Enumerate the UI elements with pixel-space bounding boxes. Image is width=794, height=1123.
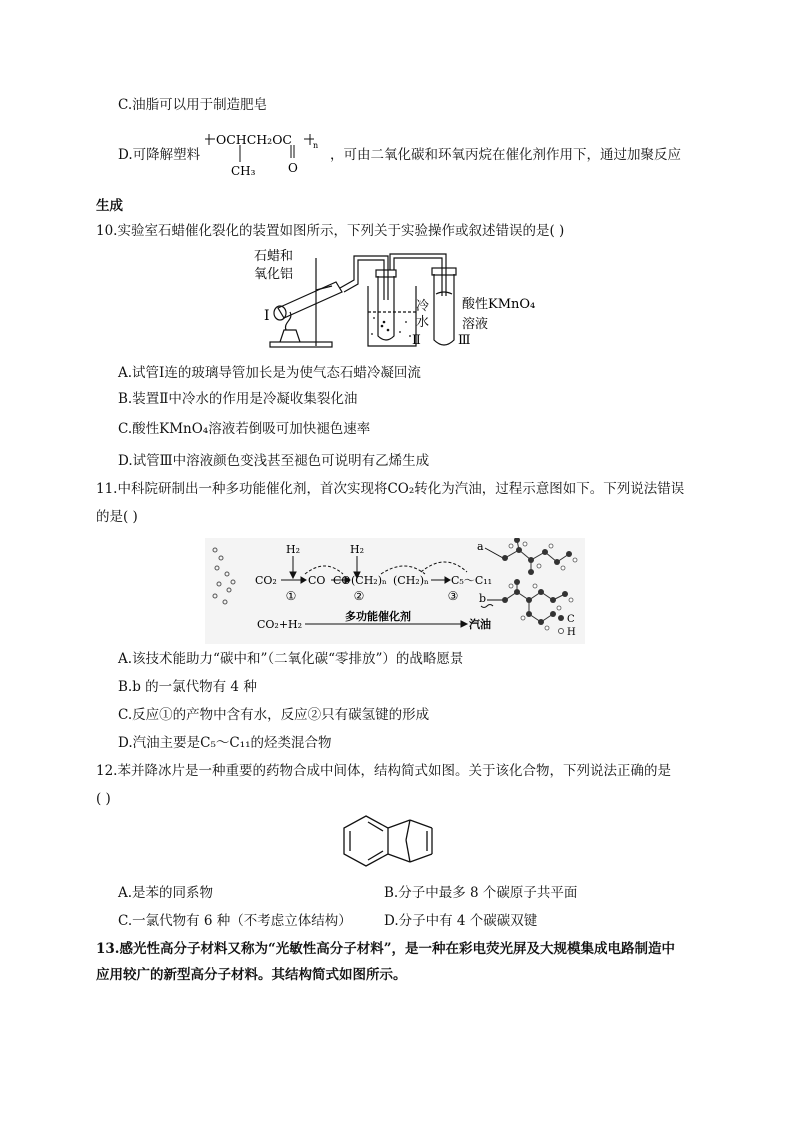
cracking-apparatus-figure bbox=[250, 246, 550, 354]
q10-option-a: A.试管Ⅰ连的玻璃导管加长是为使气态石蜡冷凝回流 bbox=[118, 365, 421, 381]
fig-ch2n-a: (CH₂)ₙ bbox=[351, 574, 387, 587]
q12-option-b: B.分子中最多 8 个碳原子共平面 bbox=[384, 885, 578, 901]
fig-label-b: b bbox=[479, 592, 487, 605]
fig-co-a: CO bbox=[308, 574, 326, 587]
fig-ch2n-b: (CH₂)ₙ bbox=[393, 574, 429, 587]
fig-h2-b: H₂ bbox=[349, 543, 365, 556]
q11-stem-line2: 的是( ) bbox=[96, 509, 138, 525]
fig-step3: ③ bbox=[447, 589, 459, 603]
polymer-structure bbox=[204, 128, 324, 182]
polymer-oxygen: O bbox=[288, 161, 298, 175]
label-reagent-1: 石蜡和 bbox=[254, 249, 294, 264]
q12-option-d: D.分子中有 4 个碳碳双键 bbox=[384, 913, 538, 929]
q12-stem-line2: ( ) bbox=[96, 791, 111, 807]
q11-option-a: A.该技术能助力“碳中和”（二氧化碳“零排放”）的战略愿景 bbox=[118, 651, 464, 667]
q9-option-d-prefix: D.可降解塑料 bbox=[118, 147, 201, 163]
q12-option-c: C.一氯代物有 6 种（不考虑立体结构） bbox=[118, 913, 352, 929]
fig-label-a: a bbox=[477, 540, 484, 553]
q10-option-d: D.试管Ⅲ中溶液颜色变浅甚至褪色可说明有乙烯生成 bbox=[118, 453, 430, 469]
q12-stem-line1: 12.苯并降冰片是一种重要的药物合成中间体，结构简式如图。关于该化合物，下列说法正确的是 bbox=[96, 763, 671, 779]
q10-option-b: B.装置Ⅱ中冷水的作用是冷凝收集裂化油 bbox=[118, 391, 358, 407]
co2-to-gasoline-figure bbox=[205, 538, 585, 644]
label-reagent-2: 氧化铝 bbox=[254, 267, 294, 282]
label-kmno4-2: 溶液 bbox=[462, 317, 489, 332]
q9-option-d-suffix: ，可由二氧化碳和环氧丙烷在催化剂作用下，通过加聚反应 bbox=[330, 147, 681, 163]
fig-co-b: CO bbox=[333, 574, 351, 587]
fig-reactants: CO₂+H₂ bbox=[257, 618, 303, 631]
polymer-main-chain: OCHCH₂OC bbox=[216, 132, 293, 147]
fig-catalyst: 多功能催化剂 bbox=[345, 610, 411, 623]
fig-legend-c: C bbox=[567, 614, 575, 625]
polymer-methyl: CH₃ bbox=[231, 164, 256, 178]
polymer-n: n bbox=[313, 141, 319, 150]
q11-option-d: D.汽油主要是C₅～C₁₁的烃类混合物 bbox=[118, 735, 332, 751]
fig-c5c11: C₅～C₁₁ bbox=[451, 574, 493, 587]
q11-stem-line1: 11.中科院研制出一种多功能催化剂，首次实现将CO₂转化为汽油，过程示意图如下。下列说法错误 bbox=[96, 481, 685, 497]
fig-legend-h: H bbox=[567, 627, 576, 638]
fig-h2-a: H₂ bbox=[285, 543, 301, 556]
label-beaker-II: Ⅱ bbox=[412, 333, 421, 348]
benzonorbornadiene-structure bbox=[340, 810, 460, 876]
fig-step2: ② bbox=[353, 589, 365, 603]
q13-stem-line1: 13.感光性高分子材料又称为“光敏性高分子材料”，是一种在彩电荧光屏及大规模集成电路制造中 bbox=[96, 941, 676, 957]
label-kmno4-1: 酸性KMnO₄ bbox=[462, 297, 536, 312]
label-cold-1: 冷 bbox=[416, 299, 430, 314]
q9-option-d-cont: 生成 bbox=[96, 198, 123, 214]
q12-option-a: A.是苯的同系物 bbox=[118, 885, 214, 901]
q9-option-c: C.油脂可以用于制造肥皂 bbox=[118, 97, 268, 113]
fig-co2: CO₂ bbox=[255, 574, 277, 587]
q11-option-c: C.反应①的产物中含有水，反应②只有碳氢键的形成 bbox=[118, 707, 430, 723]
label-tube-III: Ⅲ bbox=[458, 333, 471, 348]
fig-product: 汽油 bbox=[469, 618, 491, 631]
q11-option-b: B.b 的一氯代物有 4 种 bbox=[118, 679, 257, 695]
label-cold-2: 水 bbox=[416, 315, 430, 330]
fig-step1: ① bbox=[285, 589, 297, 603]
label-tube-I: Ⅰ bbox=[264, 308, 270, 324]
q13-stem-line2: 应用较广的新型高分子材料。其结构简式如图所示。 bbox=[96, 967, 407, 983]
q10-stem: 10.实验室石蜡催化裂化的装置如图所示，下列关于实验操作或叙述错误的是( ) bbox=[96, 223, 565, 239]
q10-option-c: C.酸性KMnO₄溶液若倒吸可加快褪色速率 bbox=[118, 421, 371, 437]
